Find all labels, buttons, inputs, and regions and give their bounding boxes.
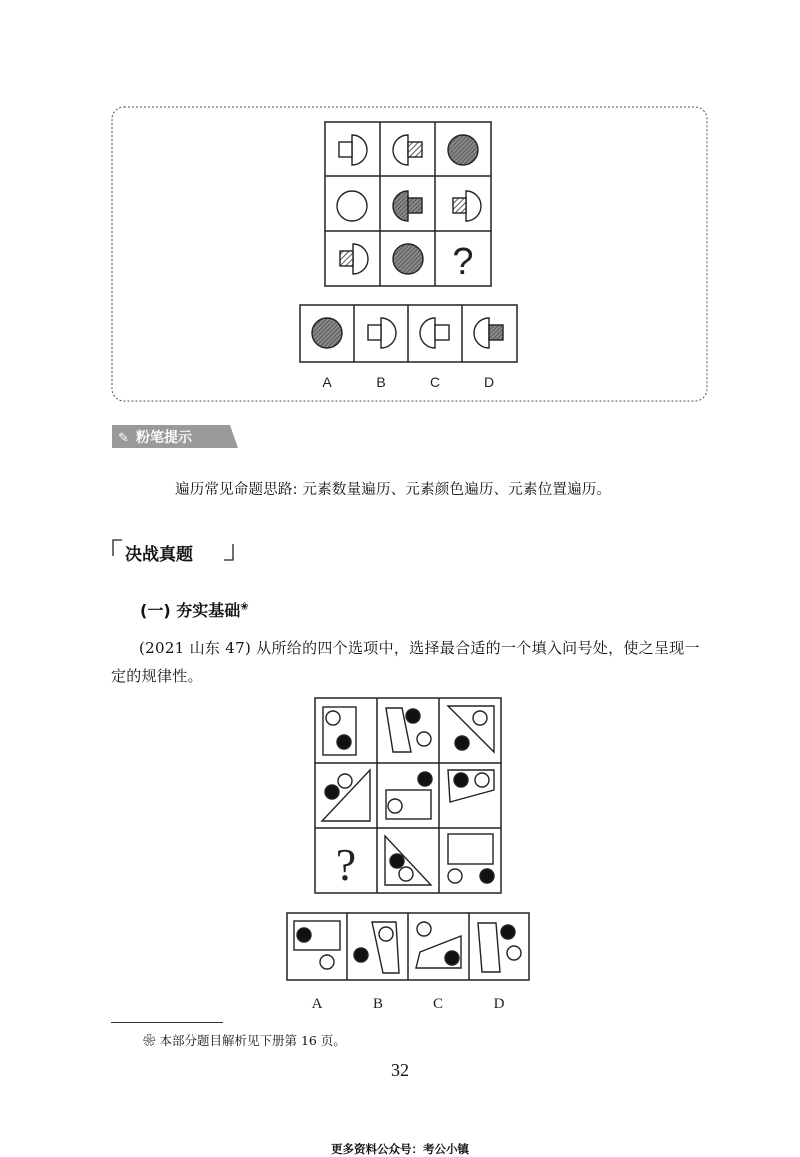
section-bracket-right-icon bbox=[222, 542, 236, 562]
example-cell-r3c1 bbox=[340, 244, 368, 274]
example-option-d[interactable] bbox=[474, 318, 503, 348]
question-option-c[interactable] bbox=[416, 922, 461, 968]
question-puzzle-figure bbox=[0, 690, 800, 1020]
section-title: 决战真题 bbox=[125, 545, 193, 565]
question-cell-r1c2 bbox=[386, 708, 431, 752]
example-cell-r1c1 bbox=[339, 135, 367, 165]
question-cell-r2c1 bbox=[322, 770, 370, 821]
question-option-a[interactable] bbox=[294, 921, 340, 969]
example-cell-r1c3 bbox=[448, 135, 478, 165]
hint-text: 遍历常见命题思路: 元素数量遍历、元素颜色遍历、元素位置遍历。 bbox=[175, 482, 612, 498]
footnote-marker: ❀ bbox=[240, 601, 249, 613]
question-mark: ? bbox=[335, 839, 357, 890]
question-cell-r1c1 bbox=[323, 707, 356, 755]
question-option-label-a: A bbox=[311, 996, 323, 1012]
example-option-label-a: A bbox=[322, 374, 332, 390]
question-option-label-c: C bbox=[432, 996, 444, 1012]
question-cell-r1c3 bbox=[448, 706, 494, 752]
example-option-label-c: C bbox=[429, 374, 441, 390]
question-cell-r2c2 bbox=[386, 772, 432, 819]
example-option-label-d: D bbox=[483, 374, 495, 390]
footnote-text: ❀ 本部分题目解析见下册第 16 页。 bbox=[143, 1033, 346, 1048]
footnote-rule bbox=[111, 1022, 223, 1023]
subsection-title-text: (一) 夯实基础 bbox=[140, 601, 241, 620]
question-option-b[interactable] bbox=[354, 922, 399, 973]
question-cell-r2c3 bbox=[448, 770, 494, 802]
question-option-label-b: B bbox=[372, 996, 384, 1012]
example-option-c[interactable] bbox=[420, 318, 449, 348]
pencil-icon: ✎ bbox=[118, 430, 129, 445]
example-cell-r3c2 bbox=[393, 244, 423, 274]
example-cell-r2c1 bbox=[337, 191, 367, 221]
subsection-title bbox=[140, 598, 249, 621]
example-cell-r2c2 bbox=[393, 191, 422, 221]
example-puzzle-figure bbox=[0, 0, 800, 445]
question-cell-r3c3 bbox=[448, 834, 494, 883]
section-bracket-left-icon bbox=[110, 538, 124, 558]
question-cell-r3c2 bbox=[385, 836, 431, 885]
page-number: 32 bbox=[391, 1060, 409, 1080]
example-question-mark: ? bbox=[452, 241, 474, 283]
example-cell-r1c2 bbox=[393, 135, 422, 165]
question-option-d[interactable] bbox=[478, 923, 521, 972]
example-cell-r2c3 bbox=[453, 191, 481, 221]
example-option-label-b: B bbox=[376, 374, 386, 390]
hint-badge bbox=[112, 425, 238, 448]
question-option-label-d: D bbox=[493, 996, 505, 1012]
example-option-a[interactable] bbox=[312, 318, 342, 348]
hint-badge-label: 粉笔提示 bbox=[136, 429, 192, 445]
example-option-b[interactable] bbox=[368, 318, 396, 348]
bottom-banner: 更多资料公众号：考公小镇 bbox=[331, 1142, 469, 1156]
question-text: (2021 山东 47) 从所给的四个选项中，选择最合适的一个填入问号处，使之呈现一定的规律性。 bbox=[111, 639, 700, 685]
